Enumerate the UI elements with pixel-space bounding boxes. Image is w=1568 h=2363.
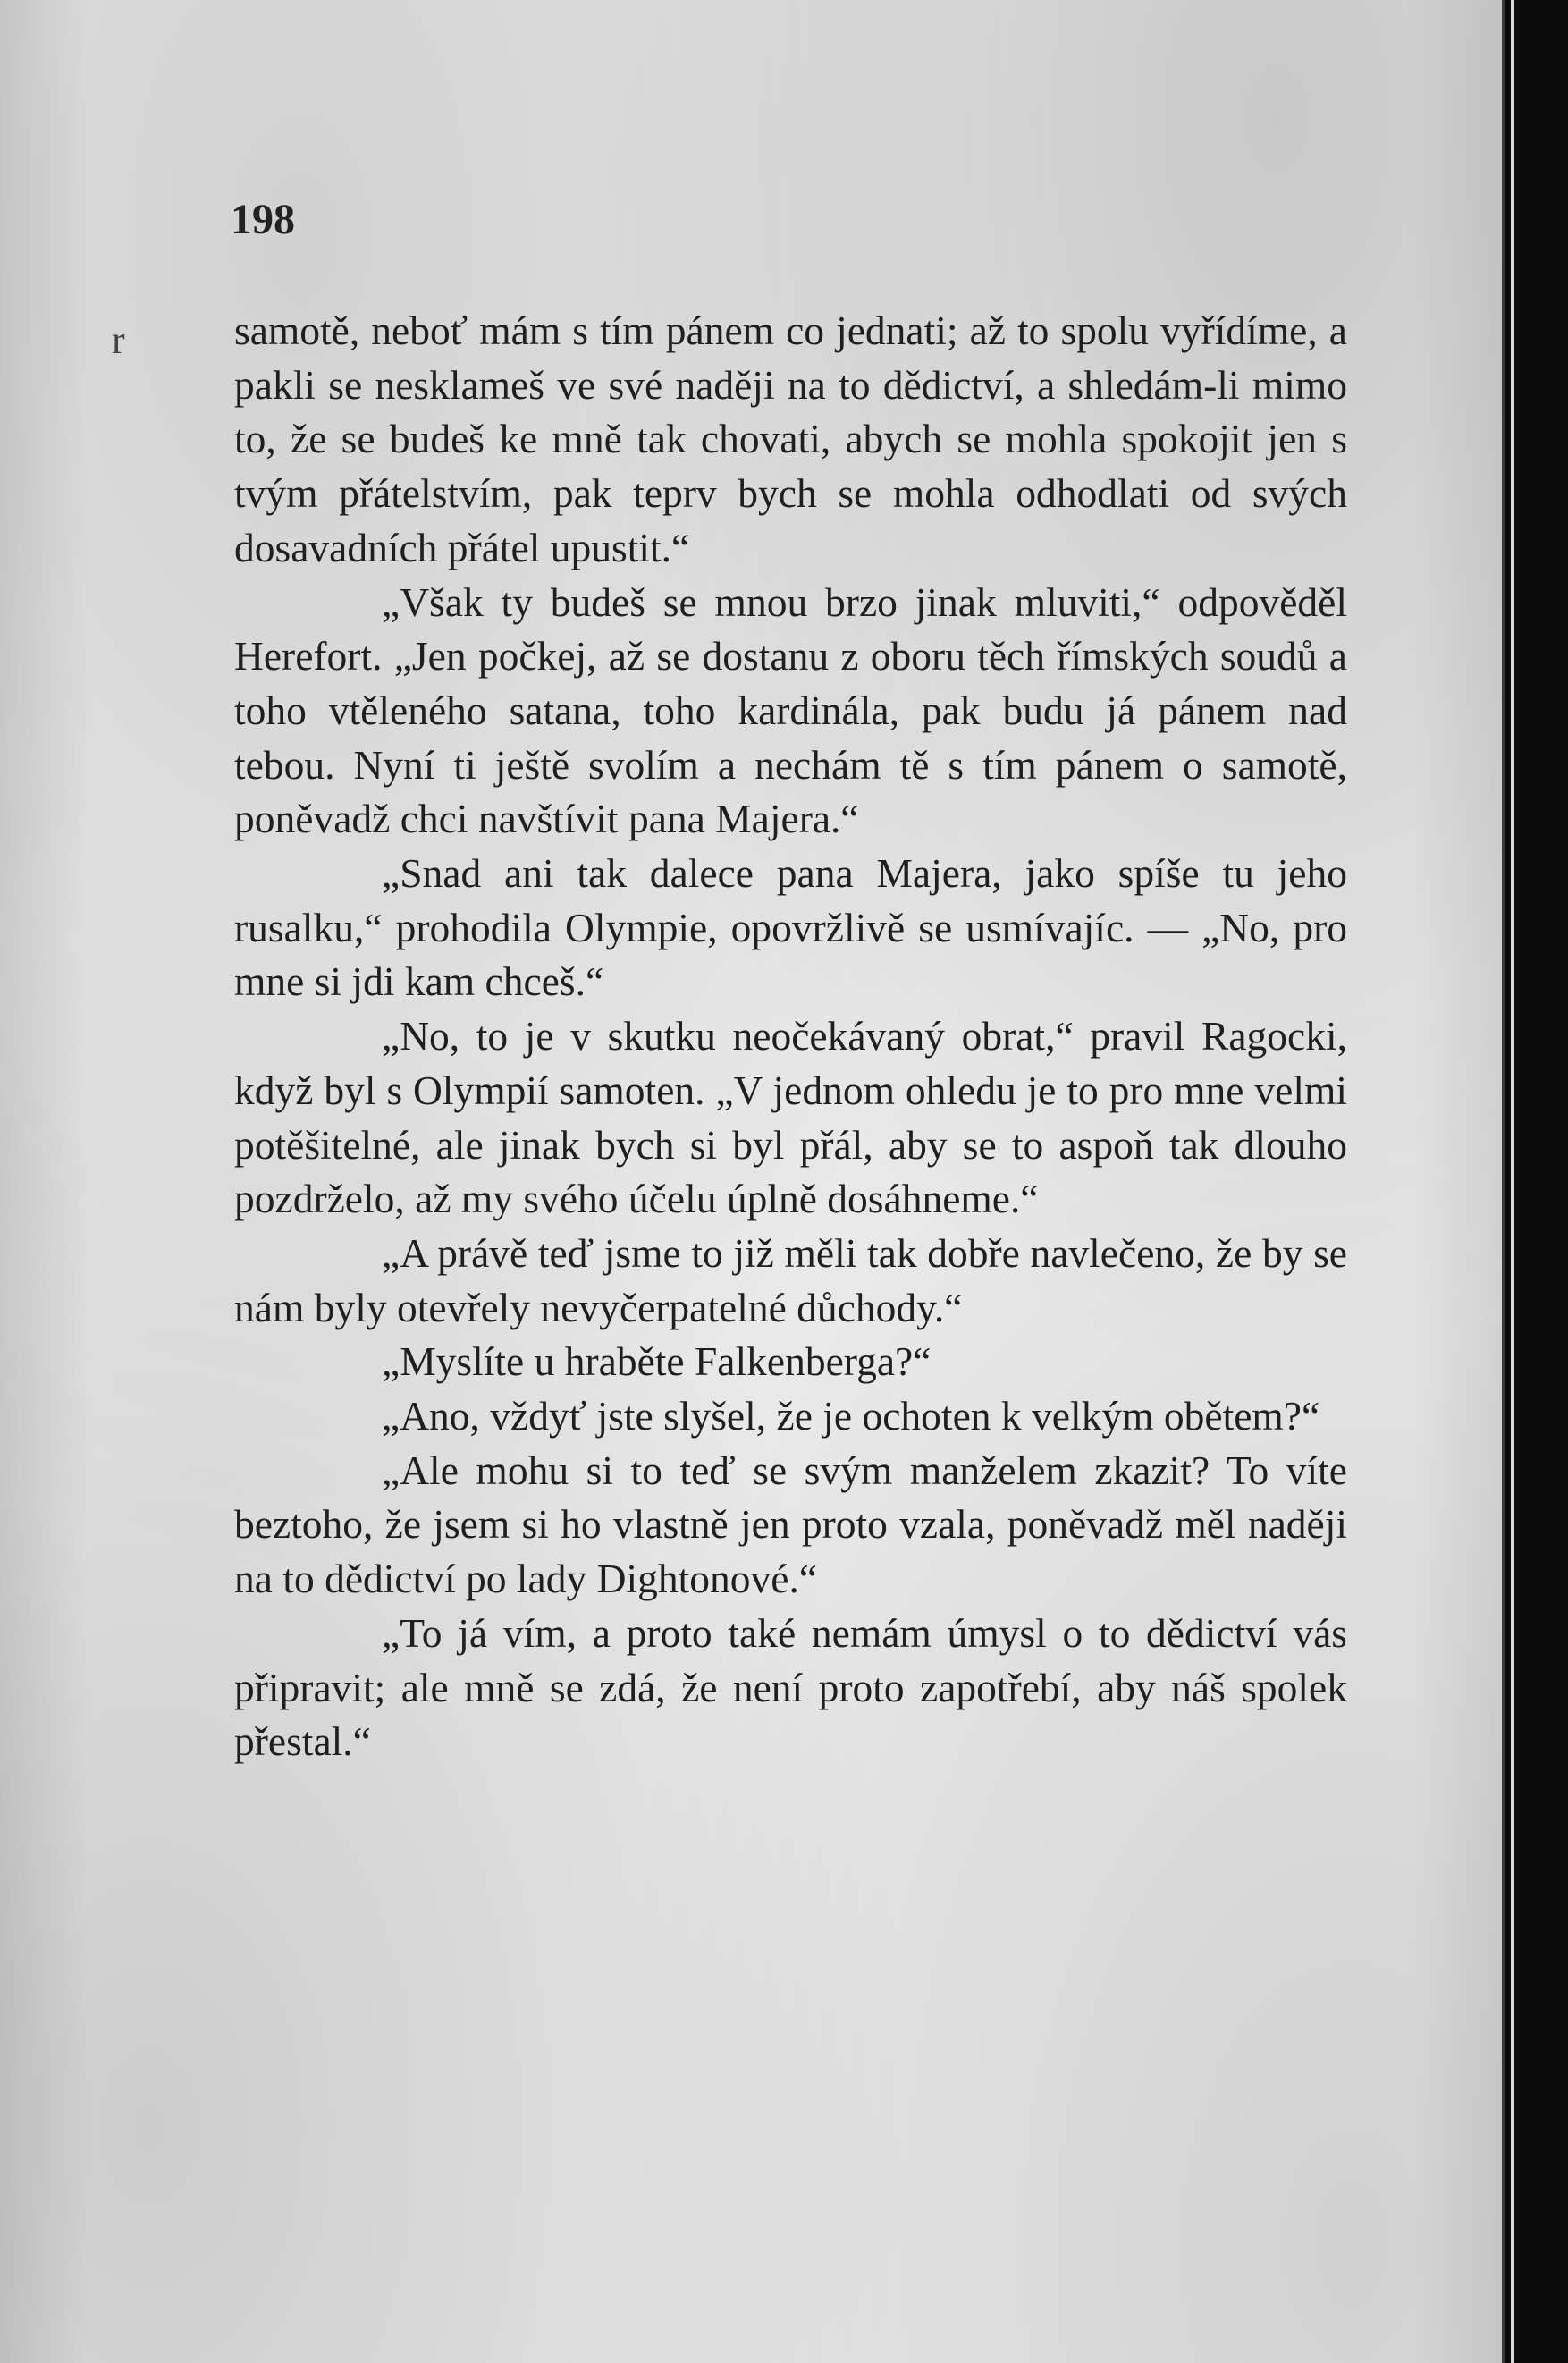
- paragraph: „Myslíte u hraběte Falkenberga?“: [382, 1338, 932, 1385]
- paragraph: „To já vím, a proto také nemám úmysl o to dědictví vás připravit; ale mně se zdá, že není proto zapotřebí, aby náš spolek přestal.“: [234, 1609, 1347, 1765]
- page-number: 198: [231, 196, 295, 243]
- paragraph: „Ano, vždyť jste slyšel, že je ochoten k velkým obětem?“: [382, 1393, 1320, 1439]
- paragraph: „Ale mohu si to teď se svým manželem zkazit? To víte beztoho, že jsem si ho vlastně jen proto vzala, poněvadž měl naději na to dědictví po lady Dightonové.“: [234, 1447, 1347, 1602]
- paragraph: „Však ty budeš se mnou brzo jinak mluviti,“ odpověděl Herefort. „Jen počkej, až se dostanu z oboru těch římských soudů a toho vtěleného satana, toho kardinála, pak budu já pánem nad tebou. Nyní ti ještě svolím a nechám tě s tím pánem o samotě, poněvadž chci navštívit pana Majera.“: [234, 578, 1347, 842]
- scan-border: [1505, 0, 1568, 2363]
- paragraph: „Snad ani tak dalece pana Majera, jako spíše tu jeho rusalku,“ prohodila Olympie, opovržlivě se usmívajíc. — „No, pro mne si jdi kam chceš.“: [234, 850, 1347, 1005]
- paragraph: „A právě teď jsme to již měli tak dobře navlečeno, že by se nám byly otevřely nevyčerpatelné důchody.“: [234, 1229, 1347, 1330]
- paragraph: samotě, neboť mám s tím pánem co jednati; až to spolu vyřídíme, a pakli se nesklameš ve své naději na to dědictví, a shledám-li mimo to, že se budeš ke mně tak chovati, abych se mohla spokojit jen s tvým přátelstvím, pak teprv bych se mohla odhodlati od svých dosavadních přátel upustit.“: [234, 308, 1347, 570]
- page-body-text: [234, 304, 1347, 1769]
- scan-edge-rule: [1511, 0, 1514, 2363]
- paragraph: „No, to je v skutku neočekávaný obrat,“ pravil Ragocki, když byl s Olympií samoten. „V jednom ohledu je to pro mne velmi potěšitelné, ale jinak bych si byl přál, aby se to aspoň tak dlouho pozdrželo, až my svého účelu úplně dosáhneme.“: [234, 1013, 1347, 1222]
- margin-mark: r: [112, 318, 125, 362]
